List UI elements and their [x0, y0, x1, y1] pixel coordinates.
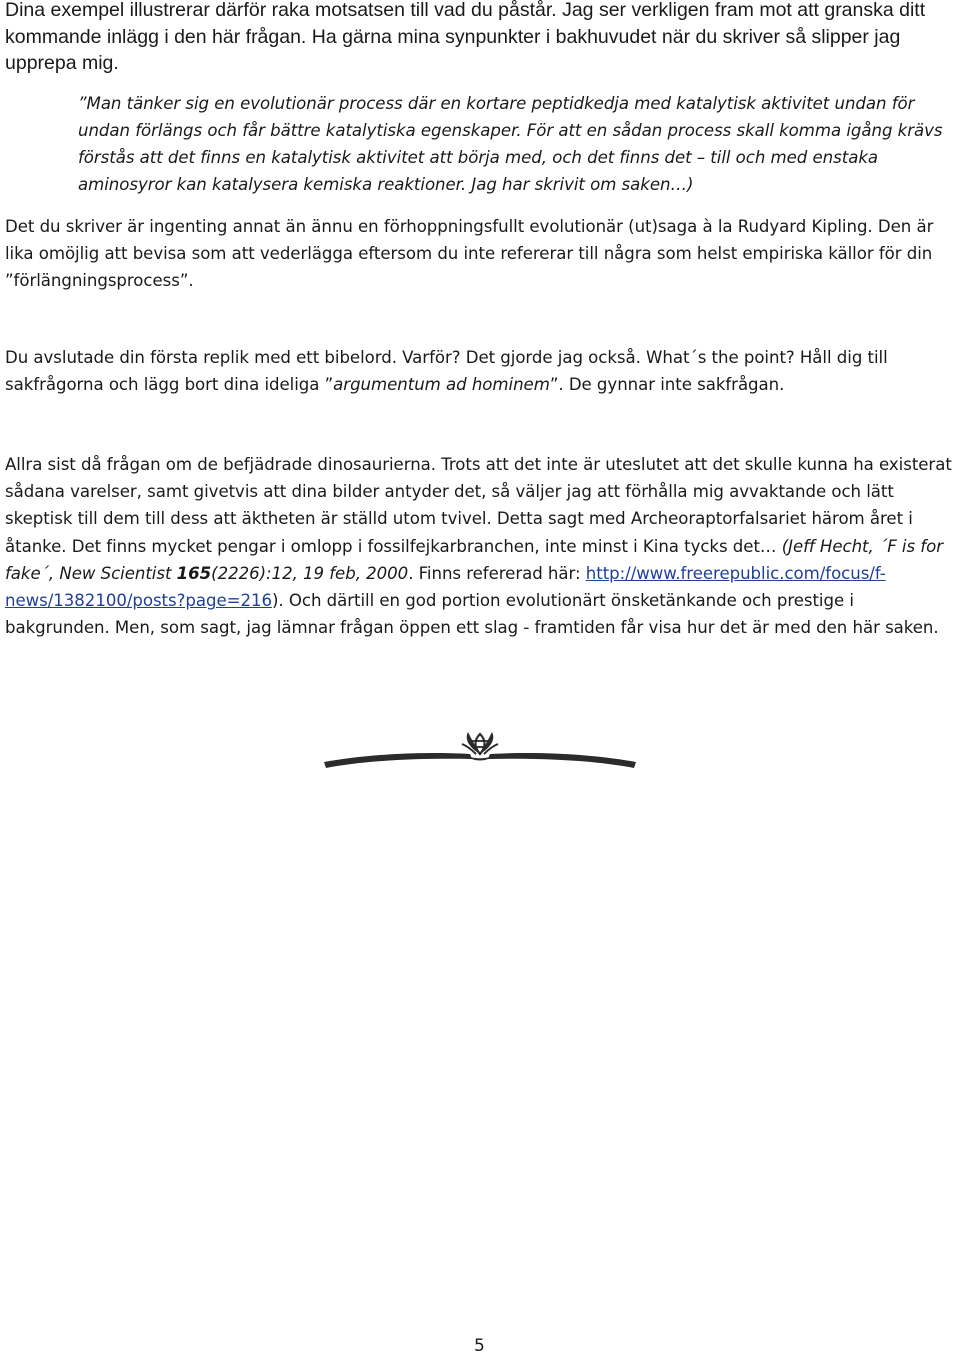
latin-phrase: argumentum ad hominem [333, 375, 550, 395]
freerepublic-link[interactable]: http://www.freerepublic.com/focus/f-news/1382100/posts?page=216 [5, 563, 886, 611]
paragraph-bible [5, 344, 957, 398]
reference-text: . Finns refererad här: [408, 563, 586, 583]
intro-paragraph: Dina exempel illustrerar därför raka motsatsen till vad du påstår. Jag ser verkligen fram mot att granska ditt kommande inlägg i den här frågan. Ha gärna mina synpunkter i bakhuvudet när du skriver så slipper jag upprepa mig. [5, 0, 926, 74]
citation-text: (Jeff Hecht, ´F is for fake´, New Scientist [5, 536, 943, 583]
paragraph-dinosaurs [5, 451, 957, 641]
paragraph-bible-end: ”. De gynnar inte sakfrågan. [549, 375, 785, 395]
block-quote: ”Man tänker sig en evolutionär process där en kortare peptidkedja med katalytisk aktivitet undan för undan förlängs och får bättre katalytiska egenskaper. För att en sådan process skall komma igång krävs förstås att det finns en katalytisk aktivitet att börja med, och det finns det – till och med enstaka aminosyror kan katalysera kemiska reaktioner. Jag har skrivit om saken…) [78, 94, 943, 194]
decorative-flourish-icon [322, 728, 638, 772]
dinosaurs-conclusion: ). Och därtill en god portion evolutionärt önsketänkande och prestige i bakgrunden. Men, som sagt, jag lämnar frågan öppen ett slag - framtiden får visa hur det är med den här saken. [5, 591, 939, 638]
citation-details: (2226):12, 19 feb, 2000 [211, 563, 409, 583]
citation-volume: 165 [176, 563, 212, 583]
paragraph-bible-text: Du avslutade din första replik med ett bibelord. Varför? Det gjorde jag också. What´s the point? Håll dig till sakfrågorna och lägg bort dina ideliga ” [5, 348, 888, 395]
page-number: 5 [474, 1336, 485, 1356]
dinosaurs-text: Allra sist då frågan om de befjädrade dinosaurierna. Trots att det inte är uteslutet att det skulle kunna ha existerat sådana varelser, samt givetvis att dina bilder antyder det, så väljer jag att förhålla mig avvaktande och lätt skeptisk till dem till dess att äktheten är ställd utom tvivel. Detta sagt med Archeoraptorfalsariet härom året i åtanke. Det finns mycket pengar i omlopp i fossilfejkarbranchen, inte minst i Kina tycks det… [5, 455, 952, 556]
paragraph-kipling: Det du skriver är ingenting annat än ännu en förhoppningsfullt evolutionär (ut)saga à la Rudyard Kipling. Den är lika omöjlig att bevisa som att vederlägga eftersom du inte refererar till några som helst empiriska källor för din ”förlängningsprocess”. [5, 217, 934, 291]
